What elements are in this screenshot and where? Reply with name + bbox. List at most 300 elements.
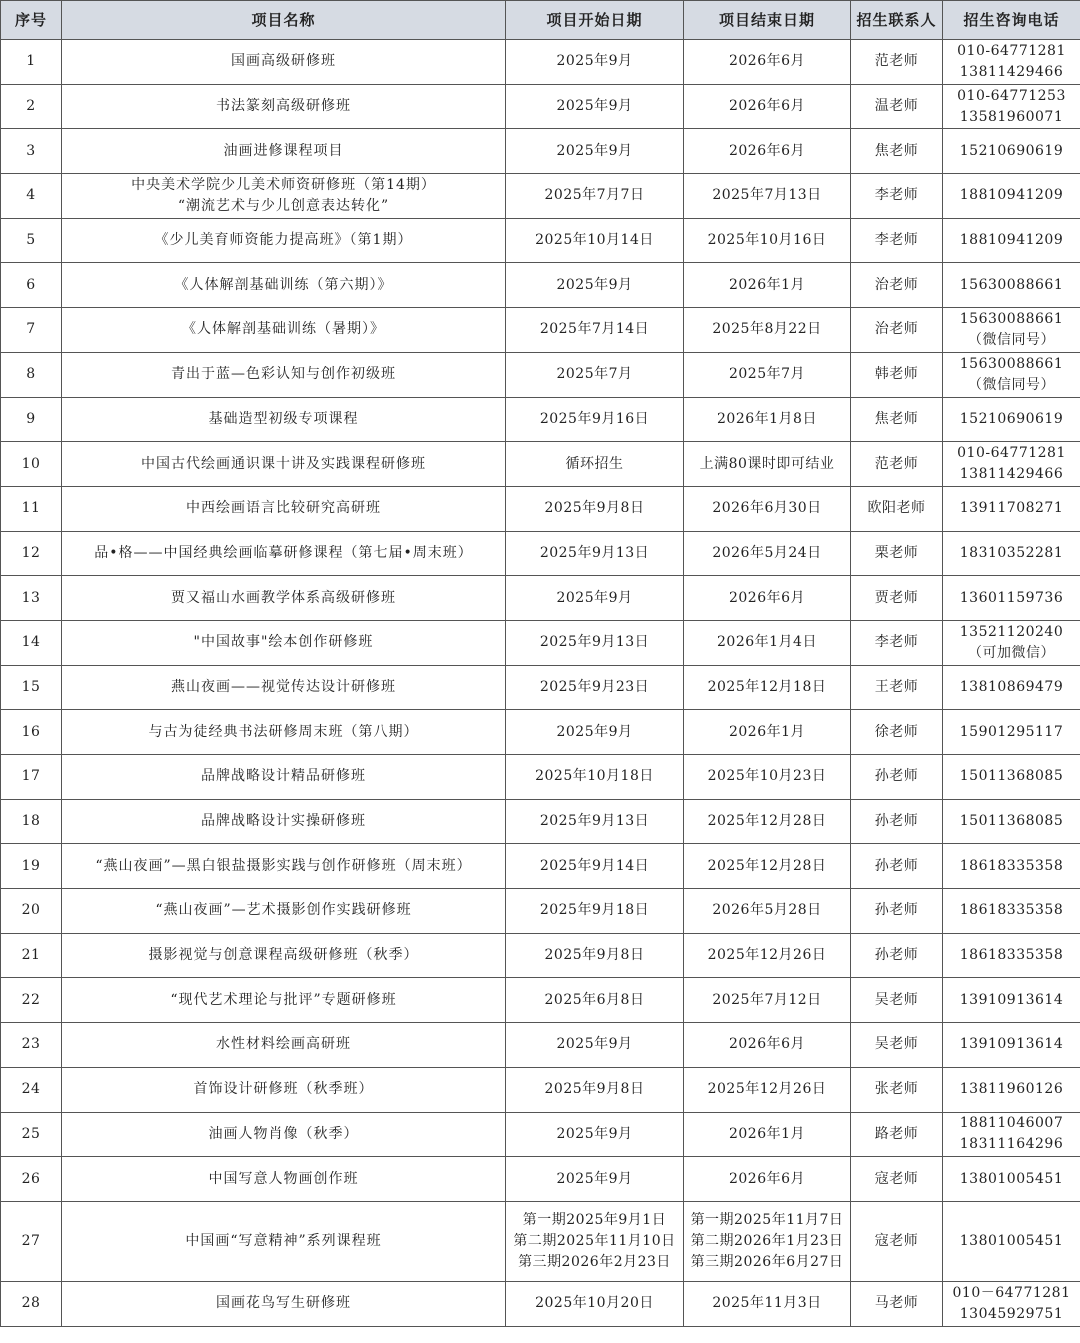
table-row xyxy=(1,710,1080,755)
cell-phone-line: 13811429466 xyxy=(959,63,1064,80)
cell-start-date-line: 2025年10月18日 xyxy=(535,768,654,785)
table-row xyxy=(1,174,1080,219)
cell-start-date-line: 2025年9月 xyxy=(556,142,633,159)
cell-start-date xyxy=(506,84,684,129)
cell-contact: 路老师 xyxy=(851,1112,943,1157)
cell-phone-line: 13911708271 xyxy=(959,500,1064,517)
cell-contact: 李老师 xyxy=(851,174,943,219)
table-row xyxy=(1,442,1080,487)
cell-phone xyxy=(943,531,1080,576)
cell-start-date xyxy=(506,397,684,442)
cell-end-date xyxy=(684,84,851,129)
table-body xyxy=(1,40,1080,1327)
cell-end-date xyxy=(684,308,851,353)
cell-start-date xyxy=(506,799,684,844)
table-row xyxy=(1,1281,1080,1326)
table-row xyxy=(1,1157,1080,1202)
cell-project-name-line: 油画人物肖像（秋季） xyxy=(208,1125,359,1142)
cell-project-name-line: 书法篆刻高级研修班 xyxy=(216,98,351,115)
cell-project-name xyxy=(62,620,506,665)
cell-start-date xyxy=(506,978,684,1023)
cell-phone-line: 13910913614 xyxy=(959,1036,1064,1053)
cell-end-date-line: 第三期2026年6月27日 xyxy=(690,1253,844,1270)
cell-end-date-line: 2025年12月28日 xyxy=(707,857,827,874)
cell-phone-line: 18810941209 xyxy=(959,232,1064,249)
cell-phone xyxy=(943,263,1080,308)
cell-contact: 焦老师 xyxy=(851,129,943,174)
cell-end-date-line: 2026年1月 xyxy=(728,276,806,293)
cell-project-name xyxy=(62,174,506,219)
cell-project-name xyxy=(62,710,506,755)
cell-contact: 徐老师 xyxy=(851,710,943,755)
cell-project-name-line: 中国写意人物画创作班 xyxy=(208,1170,359,1187)
cell-project-name xyxy=(62,486,506,531)
cell-no: 27 xyxy=(1,1201,62,1281)
cell-phone-line: 15630088661 xyxy=(959,276,1064,293)
cell-start-date-line: 第三期2026年2月23日 xyxy=(518,1253,671,1270)
cell-start-date-line: 2025年9月23日 xyxy=(539,678,650,695)
cell-end-date xyxy=(684,844,851,889)
cell-start-date-line: 2025年9月8日 xyxy=(544,500,645,517)
cell-project-name xyxy=(62,129,506,174)
cell-end-date xyxy=(684,933,851,978)
cell-project-name xyxy=(62,84,506,129)
table-row xyxy=(1,665,1080,710)
cell-start-date-line: 2025年9月18日 xyxy=(539,902,650,919)
cell-phone-line: 15011368085 xyxy=(959,768,1064,785)
cell-no: 15 xyxy=(1,665,62,710)
cell-phone-line: 13601159736 xyxy=(959,589,1064,606)
cell-end-date-line: 2026年6月30日 xyxy=(712,500,822,517)
cell-phone-line: （微信同号） xyxy=(968,376,1055,393)
cell-project-name xyxy=(62,263,506,308)
cell-no: 2 xyxy=(1,84,62,129)
cell-no: 19 xyxy=(1,844,62,889)
cell-project-name-line: 《少儿美育师资能力提高班》（第1期） xyxy=(154,232,413,249)
table-row xyxy=(1,218,1080,263)
table-row xyxy=(1,620,1080,665)
table-row xyxy=(1,1067,1080,1112)
cell-contact: 韩老师 xyxy=(851,352,943,397)
cell-no: 20 xyxy=(1,889,62,934)
cell-phone-line: 15210690619 xyxy=(959,142,1064,159)
cell-project-name-line: 摄影视觉与创意课程高级研修班（秋季） xyxy=(148,947,419,964)
cell-start-date-line: 2025年9月8日 xyxy=(544,947,645,964)
cell-phone-line: 010-64771253 xyxy=(957,87,1066,104)
cell-phone-line: 15630088661 xyxy=(959,355,1064,372)
cell-start-date xyxy=(506,1067,684,1112)
cell-end-date-line: 2025年12月26日 xyxy=(707,947,827,964)
cell-project-name xyxy=(62,755,506,800)
cell-contact: 栗老师 xyxy=(851,531,943,576)
cell-end-date xyxy=(684,129,851,174)
cell-start-date-line: 2025年9月13日 xyxy=(539,634,650,651)
table-row xyxy=(1,308,1080,353)
cell-end-date-line: 2025年8月22日 xyxy=(712,321,822,338)
cell-phone xyxy=(943,1281,1080,1326)
cell-phone xyxy=(943,755,1080,800)
cell-end-date xyxy=(684,486,851,531)
cell-start-date-line: 2025年7月 xyxy=(556,366,633,383)
cell-phone xyxy=(943,486,1080,531)
cell-end-date-line: 2025年12月18日 xyxy=(707,678,827,695)
cell-contact: 孙老师 xyxy=(851,933,943,978)
cell-project-name-line: 中国古代绘画通识课十讲及实践课程研修班 xyxy=(141,455,426,472)
cell-contact: 寇老师 xyxy=(851,1157,943,1202)
cell-end-date xyxy=(684,1281,851,1326)
table-row xyxy=(1,263,1080,308)
cell-contact: 李老师 xyxy=(851,218,943,263)
cell-start-date-line: 2025年9月 xyxy=(556,98,633,115)
cell-contact: 吴老师 xyxy=(851,978,943,1023)
cell-start-date-line: 2025年9月13日 xyxy=(539,813,650,830)
cell-end-date-line: 2025年11月3日 xyxy=(712,1295,822,1312)
header-no: 序号 xyxy=(1,1,62,40)
cell-start-date xyxy=(506,263,684,308)
cell-project-name-line: 品•格——中国经典绘画临摹研修课程（第七届•周末班） xyxy=(94,544,473,561)
cell-phone-line: （可加微信） xyxy=(968,644,1055,661)
cell-start-date xyxy=(506,308,684,353)
cell-end-date-line: 上满80课时即可结业 xyxy=(699,455,835,472)
cell-project-name-line: 中国画“写意精神”系列课程班 xyxy=(185,1232,382,1249)
cell-end-date-line: 2026年5月24日 xyxy=(712,544,822,561)
cell-end-date-line: 2026年6月 xyxy=(728,142,806,159)
cell-no: 26 xyxy=(1,1157,62,1202)
cell-start-date-line: 2025年9月 xyxy=(556,276,633,293)
table-row xyxy=(1,84,1080,129)
cell-phone-line: 18311164296 xyxy=(959,1136,1064,1153)
cell-phone xyxy=(943,576,1080,621)
cell-project-name-line: “燕山夜画”—黑白银盐摄影实践与创作研修班（周末班） xyxy=(95,857,472,874)
cell-end-date-line: 2026年1月 xyxy=(728,723,806,740)
cell-start-date-line: 2025年7月14日 xyxy=(539,321,650,338)
cell-start-date xyxy=(506,576,684,621)
cell-end-date xyxy=(684,442,851,487)
table-row xyxy=(1,755,1080,800)
cell-no: 7 xyxy=(1,308,62,353)
cell-start-date-line: 2025年9月 xyxy=(556,1125,633,1142)
cell-phone-line: 15630088661 xyxy=(959,310,1064,327)
cell-contact: 贾老师 xyxy=(851,576,943,621)
cell-no: 24 xyxy=(1,1067,62,1112)
cell-start-date-line: 2025年9月14日 xyxy=(539,857,650,874)
cell-contact: 寇老师 xyxy=(851,1201,943,1281)
cell-phone-line: 18811046007 xyxy=(959,1115,1064,1132)
cell-start-date xyxy=(506,1112,684,1157)
cell-no: 22 xyxy=(1,978,62,1023)
cell-start-date xyxy=(506,665,684,710)
cell-start-date-line: 2025年9月 xyxy=(556,1170,633,1187)
cell-no: 12 xyxy=(1,531,62,576)
cell-start-date xyxy=(506,218,684,263)
cell-no: 23 xyxy=(1,1023,62,1068)
cell-no: 21 xyxy=(1,933,62,978)
cell-project-name-line: 首饰设计研修班（秋季班） xyxy=(193,1081,374,1098)
cell-phone xyxy=(943,978,1080,1023)
table-row xyxy=(1,576,1080,621)
cell-project-name xyxy=(62,1023,506,1068)
table-row xyxy=(1,486,1080,531)
cell-start-date-line: 2025年9月 xyxy=(556,589,633,606)
cell-project-name-line: 《人体解剖基础训练（第六期）》 xyxy=(174,276,393,293)
cell-start-date-line: 循环招生 xyxy=(565,455,624,472)
cell-contact: 范老师 xyxy=(851,442,943,487)
cell-no: 28 xyxy=(1,1281,62,1326)
cell-end-date-line: 第一期2025年11月7日 xyxy=(690,1211,844,1228)
cell-end-date xyxy=(684,174,851,219)
table-row xyxy=(1,978,1080,1023)
cell-end-date xyxy=(684,1067,851,1112)
cell-phone xyxy=(943,889,1080,934)
cell-start-date xyxy=(506,174,684,219)
cell-end-date xyxy=(684,1201,851,1281)
cell-project-name-line: 中央美术学院少儿美术师资研修班（第14期） xyxy=(131,176,436,193)
cell-phone-line: 15901295117 xyxy=(959,723,1064,740)
cell-start-date xyxy=(506,710,684,755)
cell-start-date xyxy=(506,442,684,487)
table-row xyxy=(1,933,1080,978)
cell-end-date xyxy=(684,620,851,665)
cell-project-name xyxy=(62,531,506,576)
cell-phone-line: 18810941209 xyxy=(959,187,1064,204)
cell-end-date xyxy=(684,1157,851,1202)
cell-project-name-line: “现代艺术理论与批评”专题研修班 xyxy=(170,991,397,1008)
cell-end-date-line: 2026年6月 xyxy=(728,1170,806,1187)
cell-end-date-line: 2026年6月 xyxy=(728,589,806,606)
cell-phone xyxy=(943,1201,1080,1281)
cell-end-date xyxy=(684,978,851,1023)
cell-start-date-line: 2025年6月8日 xyxy=(544,991,645,1008)
cell-end-date xyxy=(684,352,851,397)
cell-no: 18 xyxy=(1,799,62,844)
cell-no: 17 xyxy=(1,755,62,800)
cell-project-name-line: 油画进修课程项目 xyxy=(223,142,344,159)
cell-phone xyxy=(943,620,1080,665)
cell-project-name-line: 品牌战略设计精品研修班 xyxy=(201,768,366,785)
cell-contact: 孙老师 xyxy=(851,889,943,934)
cell-project-name xyxy=(62,308,506,353)
cell-no: 1 xyxy=(1,40,62,85)
cell-phone-line: 18618335358 xyxy=(959,902,1064,919)
cell-phone-line: 13811960126 xyxy=(959,1081,1064,1098)
cell-end-date xyxy=(684,755,851,800)
cell-phone-line: 13801005451 xyxy=(959,1170,1064,1187)
cell-phone xyxy=(943,665,1080,710)
cell-contact: 孙老师 xyxy=(851,844,943,889)
cell-contact: 范老师 xyxy=(851,40,943,85)
cell-no: 11 xyxy=(1,486,62,531)
cell-end-date-line: 2026年1月8日 xyxy=(717,410,817,427)
cell-contact: 张老师 xyxy=(851,1067,943,1112)
cell-project-name xyxy=(62,1281,506,1326)
cell-start-date xyxy=(506,1023,684,1068)
cell-project-name-line: 中西绘画语言比较研究高研班 xyxy=(186,500,381,517)
table-row xyxy=(1,1201,1080,1281)
cell-start-date xyxy=(506,620,684,665)
cell-end-date-line: 第二期2026年1月23日 xyxy=(690,1232,844,1249)
cell-phone-line: 13910913614 xyxy=(959,991,1064,1008)
table-row xyxy=(1,129,1080,174)
cell-start-date-line: 2025年10月20日 xyxy=(535,1295,654,1312)
table-row xyxy=(1,844,1080,889)
cell-project-name-line: 品牌战略设计实操研修班 xyxy=(201,813,366,830)
cell-contact: 孙老师 xyxy=(851,799,943,844)
table-row xyxy=(1,40,1080,85)
cell-end-date-line: 2026年1月4日 xyxy=(717,634,817,651)
cell-project-name-line: 与古为徒经典书法研修周末班（第八期） xyxy=(148,723,419,740)
cell-start-date xyxy=(506,40,684,85)
cell-no: 13 xyxy=(1,576,62,621)
cell-phone-line: 010－64771281 xyxy=(952,1284,1071,1301)
cell-phone-line: 18618335358 xyxy=(959,947,1064,964)
cell-no: 3 xyxy=(1,129,62,174)
cell-end-date-line: 2026年1月 xyxy=(728,1125,806,1142)
table-row xyxy=(1,531,1080,576)
cell-contact: 温老师 xyxy=(851,84,943,129)
cell-project-name xyxy=(62,978,506,1023)
cell-project-name xyxy=(62,442,506,487)
cell-project-name xyxy=(62,218,506,263)
cell-end-date xyxy=(684,1023,851,1068)
cell-phone-line: 18618335358 xyxy=(959,857,1064,874)
cell-end-date-line: 2025年10月16日 xyxy=(707,232,827,249)
cell-end-date xyxy=(684,1112,851,1157)
cell-start-date-line: 2025年9月13日 xyxy=(539,544,650,561)
table-row xyxy=(1,889,1080,934)
cell-project-name xyxy=(62,352,506,397)
cell-end-date xyxy=(684,531,851,576)
table-header-row xyxy=(1,1,1080,40)
cell-end-date-line: 2025年10月23日 xyxy=(707,768,827,785)
cell-project-name xyxy=(62,665,506,710)
cell-project-name-line: "中国故事"绘本创作研修班 xyxy=(193,634,374,651)
cell-project-name-line: “潮流艺术与少儿创意表达转化” xyxy=(177,197,390,214)
cell-start-date xyxy=(506,129,684,174)
cell-phone-line: 13801005451 xyxy=(959,1232,1064,1249)
cell-end-date xyxy=(684,40,851,85)
cell-phone xyxy=(943,1112,1080,1157)
cell-project-name xyxy=(62,889,506,934)
cell-project-name-line: 水性材料绘画高研班 xyxy=(216,1036,351,1053)
cell-phone xyxy=(943,933,1080,978)
header-phone: 招生咨询电话 xyxy=(943,1,1080,40)
cell-project-name-line: 贾又福山水画教学体系高级研修班 xyxy=(171,589,396,606)
cell-no: 6 xyxy=(1,263,62,308)
cell-start-date xyxy=(506,486,684,531)
cell-phone xyxy=(943,799,1080,844)
cell-no: 4 xyxy=(1,174,62,219)
cell-project-name xyxy=(62,1112,506,1157)
header-start-date: 项目开始日期 xyxy=(506,1,684,40)
cell-start-date-line: 2025年7月7日 xyxy=(544,187,645,204)
cell-phone xyxy=(943,129,1080,174)
cell-start-date-line: 第二期2025年11月10日 xyxy=(513,1232,676,1249)
cell-contact: 欧阳老师 xyxy=(851,486,943,531)
cell-phone-line: 13521120240 xyxy=(959,623,1064,640)
table-row xyxy=(1,799,1080,844)
header-end-date: 项目结束日期 xyxy=(684,1,851,40)
cell-project-name-line: 国画花鸟写生研修班 xyxy=(216,1295,351,1312)
cell-start-date xyxy=(506,352,684,397)
cell-end-date xyxy=(684,576,851,621)
cell-end-date-line: 2026年6月 xyxy=(728,98,806,115)
cell-start-date-line: 2025年10月14日 xyxy=(535,232,654,249)
cell-phone xyxy=(943,1157,1080,1202)
cell-contact: 马老师 xyxy=(851,1281,943,1326)
cell-end-date-line: 2025年7月12日 xyxy=(712,991,822,1008)
header-contact: 招生联系人 xyxy=(851,1,943,40)
cell-end-date xyxy=(684,889,851,934)
cell-project-name-line: 国画高级研修班 xyxy=(231,53,336,70)
cell-project-name xyxy=(62,1067,506,1112)
cell-end-date-line: 2025年7月13日 xyxy=(712,187,822,204)
cell-project-name-line: 基础造型初级专项课程 xyxy=(208,410,359,427)
cell-start-date-line: 2025年9月16日 xyxy=(539,410,650,427)
cell-start-date xyxy=(506,1281,684,1326)
cell-project-name xyxy=(62,933,506,978)
cell-phone xyxy=(943,442,1080,487)
cell-phone xyxy=(943,397,1080,442)
table-row xyxy=(1,397,1080,442)
cell-phone xyxy=(943,40,1080,85)
cell-contact: 王老师 xyxy=(851,665,943,710)
cell-phone-line: 010-64771281 xyxy=(957,42,1066,59)
cell-end-date xyxy=(684,799,851,844)
cell-end-date-line: 2025年12月28日 xyxy=(707,813,827,830)
table-row xyxy=(1,1112,1080,1157)
cell-start-date-line: 第一期2025年9月1日 xyxy=(522,1211,667,1228)
cell-start-date xyxy=(506,933,684,978)
cell-phone-line: 010-64771281 xyxy=(957,445,1066,462)
cell-contact: 孙老师 xyxy=(851,755,943,800)
cell-project-name xyxy=(62,40,506,85)
cell-contact: 焦老师 xyxy=(851,397,943,442)
cell-no: 8 xyxy=(1,352,62,397)
cell-start-date xyxy=(506,844,684,889)
cell-no: 9 xyxy=(1,397,62,442)
cell-phone xyxy=(943,174,1080,219)
cell-no: 5 xyxy=(1,218,62,263)
cell-phone-line: 18310352281 xyxy=(959,544,1064,561)
cell-project-name xyxy=(62,397,506,442)
cell-phone xyxy=(943,844,1080,889)
cell-start-date xyxy=(506,1157,684,1202)
cell-phone xyxy=(943,308,1080,353)
cell-start-date xyxy=(506,1201,684,1281)
cell-project-name-line: 《人体解剖基础训练（暑期）》 xyxy=(182,321,385,338)
cell-phone xyxy=(943,710,1080,755)
cell-end-date xyxy=(684,665,851,710)
cell-end-date xyxy=(684,263,851,308)
cell-phone-line: 13810869479 xyxy=(959,678,1064,695)
table-row xyxy=(1,352,1080,397)
cell-phone xyxy=(943,218,1080,263)
cell-contact: 吴老师 xyxy=(851,1023,943,1068)
cell-no: 14 xyxy=(1,620,62,665)
cell-phone xyxy=(943,84,1080,129)
cell-start-date-line: 2025年9月 xyxy=(556,53,633,70)
cell-project-name xyxy=(62,844,506,889)
cell-contact: 李老师 xyxy=(851,620,943,665)
cell-end-date-line: 2026年5月28日 xyxy=(712,902,822,919)
cell-phone-line: 15210690619 xyxy=(959,410,1064,427)
cell-project-name xyxy=(62,576,506,621)
cell-phone-line: 13045929751 xyxy=(959,1305,1064,1322)
cell-project-name xyxy=(62,799,506,844)
cell-start-date xyxy=(506,755,684,800)
cell-no: 10 xyxy=(1,442,62,487)
cell-project-name-line: 燕山夜画——视觉传达设计研修班 xyxy=(171,678,396,695)
